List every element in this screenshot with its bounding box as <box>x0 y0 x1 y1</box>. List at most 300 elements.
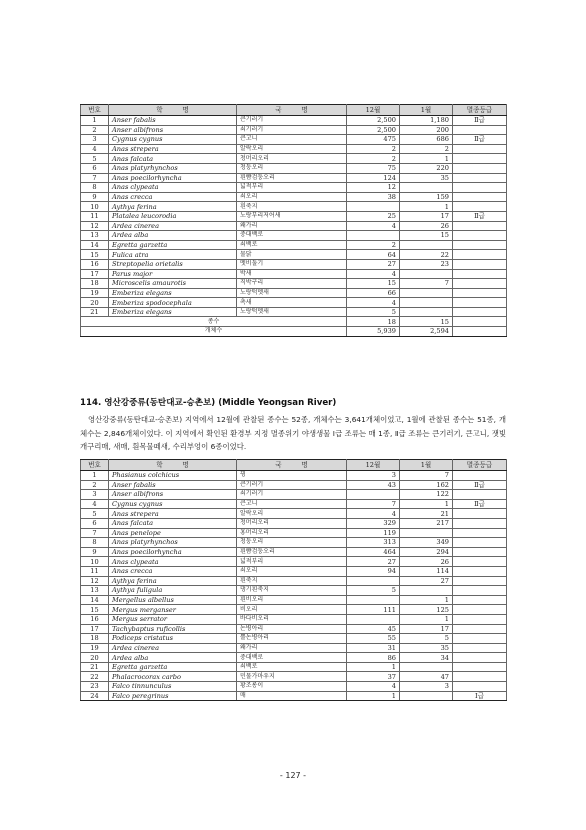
table-row <box>81 557 507 567</box>
table-row <box>81 547 507 557</box>
korean-name: 쇠백로 <box>237 240 347 250</box>
row-number: 15 <box>81 605 109 615</box>
endangered-grade <box>453 490 507 500</box>
row-number: 20 <box>81 653 109 663</box>
table-row <box>81 211 507 221</box>
scientific-name: Podiceps cristatus <box>109 634 237 644</box>
december-count: 7 <box>347 499 400 509</box>
table-row <box>81 269 507 279</box>
table-row <box>81 624 507 634</box>
korean-name: 댕기흰죽지 <box>237 586 347 596</box>
table-row <box>81 144 507 154</box>
scientific-name: Anas platyrhynchos <box>109 163 237 173</box>
korean-name: 흰비오리 <box>237 595 347 605</box>
table-row <box>81 250 507 260</box>
korean-name: 박새 <box>237 269 347 279</box>
section-paragraph <box>80 413 506 454</box>
column-header: 멸종등급 <box>453 460 507 471</box>
january-count: 349 <box>400 538 453 548</box>
endangered-grade <box>453 557 507 567</box>
scientific-name: Mergus serrator <box>109 614 237 624</box>
january-count: 34 <box>400 653 453 663</box>
row-number: 24 <box>81 691 109 701</box>
december-count: 45 <box>347 624 400 634</box>
table-row <box>81 154 507 164</box>
korean-name: 바다비오리 <box>237 614 347 624</box>
endangered-grade <box>453 202 507 212</box>
column-header: 1월 <box>400 460 453 471</box>
korean-name: 황조롱이 <box>237 682 347 692</box>
endangered-grade <box>453 586 507 596</box>
row-number: 1 <box>81 116 109 126</box>
january-count: 7 <box>400 471 453 481</box>
december-count: 12 <box>347 183 400 193</box>
korean-name: 흰뺨검둥오리 <box>237 547 347 557</box>
korean-name: 쇠기러기 <box>237 125 347 135</box>
korean-name: 직박구리 <box>237 279 347 289</box>
scientific-name: Aythya ferina <box>109 576 237 586</box>
species-table-2 <box>80 459 507 701</box>
scientific-name: Microscelis amaurotis <box>109 279 237 289</box>
korean-name: 청둥오리 <box>237 538 347 548</box>
endangered-grade <box>453 538 507 548</box>
row-number: 18 <box>81 279 109 289</box>
endangered-grade <box>453 471 507 481</box>
table-row <box>81 202 507 212</box>
january-count: 3 <box>400 682 453 692</box>
december-count: 313 <box>347 538 400 548</box>
january-count: 1 <box>400 499 453 509</box>
endangered-grade <box>453 259 507 269</box>
january-count: 26 <box>400 221 453 231</box>
scientific-name: Anas platyrhynchos <box>109 538 237 548</box>
scientific-name: Anas poecilorhyncha <box>109 173 237 183</box>
january-count: 1 <box>400 614 453 624</box>
row-number: 2 <box>81 125 109 135</box>
column-header: 국 명 <box>237 105 347 116</box>
column-header: 1월 <box>400 105 453 116</box>
page-number: - 127 - <box>279 771 307 780</box>
table-row <box>81 691 507 701</box>
january-count: 114 <box>400 566 453 576</box>
december-count <box>347 576 400 586</box>
korean-name: 꿩 <box>237 471 347 481</box>
table-row <box>81 183 507 193</box>
row-number: 5 <box>81 509 109 519</box>
december-total: 5,939 <box>347 327 400 337</box>
korean-name: 논병아리 <box>237 624 347 634</box>
december-count: 38 <box>347 192 400 202</box>
korean-name: 왜가리 <box>237 643 347 653</box>
scientific-name: Anas clypeata <box>109 557 237 567</box>
december-count: 3 <box>347 471 400 481</box>
endangered-grade <box>453 288 507 298</box>
row-number: 7 <box>81 528 109 538</box>
table-row <box>81 116 507 126</box>
endangered-grade <box>453 566 507 576</box>
scientific-name: Streptopelia orietalis <box>109 259 237 269</box>
scientific-name: Anser fabalis <box>109 116 237 126</box>
species-total-row <box>81 317 507 327</box>
december-count: 27 <box>347 557 400 567</box>
korean-name: 노랑부리저어새 <box>237 211 347 221</box>
row-number: 13 <box>81 586 109 596</box>
korean-name: 큰고니 <box>237 499 347 509</box>
january-count: 1,180 <box>400 116 453 126</box>
scientific-name: Egretta garzetta <box>109 662 237 672</box>
table-row <box>81 279 507 289</box>
row-number: 21 <box>81 307 109 317</box>
january-count <box>400 586 453 596</box>
paragraph-text: 영산강중류(동탄대교-승촌보) 지역에서 12월에 관찰된 종수는 52종, 개체수는 3,641개체이었고, 1월에 관찰된 종수는 51종, 개체수는 2,846개체이었다. 이 지역에서 확인된 환경부 지정 멸종위기 야생생물 Ⅰ급 조류는 매 1종, Ⅱ급 조류는 큰기러기, 큰고니, 잿빛개구리매, 새매, 흰목물떼새, 수리부엉이 6종이었다. <box>80 415 506 452</box>
count-total-row <box>81 327 507 337</box>
table-row <box>81 595 507 605</box>
endangered-grade <box>453 192 507 202</box>
table-1-body <box>81 116 507 337</box>
column-header: 12월 <box>347 460 400 471</box>
scientific-name: Aythya fuligula <box>109 586 237 596</box>
december-count: 4 <box>347 269 400 279</box>
endangered-grade <box>453 173 507 183</box>
december-count: 4 <box>347 298 400 308</box>
column-header: 멸종등급 <box>453 105 507 116</box>
row-number: 17 <box>81 269 109 279</box>
table-row <box>81 538 507 548</box>
scientific-name: Emberiza elegans <box>109 288 237 298</box>
scientific-name: Cygnus cygnus <box>109 499 237 509</box>
row-number: 22 <box>81 672 109 682</box>
endangered-grade <box>453 547 507 557</box>
endangered-grade <box>453 240 507 250</box>
korean-name: 비오리 <box>237 605 347 615</box>
endangered-grade <box>453 595 507 605</box>
scientific-name: Anser fabalis <box>109 480 237 490</box>
row-number: 6 <box>81 518 109 528</box>
scientific-name: Mergellus albellus <box>109 595 237 605</box>
korean-name: 쇠오리 <box>237 566 347 576</box>
table-row <box>81 173 507 183</box>
january-count: 1 <box>400 154 453 164</box>
december-count: 124 <box>347 173 400 183</box>
december-count: 111 <box>347 605 400 615</box>
january-count: 35 <box>400 173 453 183</box>
december-count: 119 <box>347 528 400 538</box>
january-count: 162 <box>400 480 453 490</box>
row-number: 8 <box>81 183 109 193</box>
scientific-name: Anas crecca <box>109 192 237 202</box>
column-header: 번호 <box>81 105 109 116</box>
endangered-grade <box>453 653 507 663</box>
january-count: 122 <box>400 490 453 500</box>
december-count <box>347 231 400 241</box>
table-row <box>81 135 507 145</box>
row-number: 2 <box>81 480 109 490</box>
scientific-name: Cygnus cygnus <box>109 135 237 145</box>
endangered-grade <box>453 221 507 231</box>
endangered-grade <box>453 125 507 135</box>
table-row <box>81 662 507 672</box>
scientific-name: Anas clypeata <box>109 183 237 193</box>
scientific-name: Anas falcata <box>109 518 237 528</box>
table-row <box>81 605 507 615</box>
endangered-grade <box>453 614 507 624</box>
endangered-grade <box>453 643 507 653</box>
korean-name: 큰고니 <box>237 135 347 145</box>
scientific-name: Falco tinnunculus <box>109 682 237 692</box>
december-count: 2,500 <box>347 125 400 135</box>
january-count: 27 <box>400 576 453 586</box>
table-row <box>81 163 507 173</box>
endangered-grade <box>453 144 507 154</box>
table-row <box>81 499 507 509</box>
table-row <box>81 653 507 663</box>
row-number: 11 <box>81 211 109 221</box>
korean-name: 알락오리 <box>237 509 347 519</box>
grade-empty <box>453 317 507 327</box>
january-count: 22 <box>400 250 453 260</box>
header-row <box>81 460 507 471</box>
column-header: 12월 <box>347 105 400 116</box>
column-header: 국 명 <box>237 460 347 471</box>
section-title: 114. 영산강중류(동탄대교-승촌보) (Middle Yeongsan River) <box>80 398 337 408</box>
endangered-grade <box>453 634 507 644</box>
table-row <box>81 509 507 519</box>
scientific-name: Tachybaptus ruficollis <box>109 624 237 634</box>
january-count: 17 <box>400 624 453 634</box>
january-count: 1 <box>400 202 453 212</box>
endangered-grade <box>453 163 507 173</box>
row-number: 12 <box>81 221 109 231</box>
endangered-grade <box>453 662 507 672</box>
january-count: 21 <box>400 509 453 519</box>
table-row <box>81 221 507 231</box>
row-number: 4 <box>81 144 109 154</box>
january-count: 200 <box>400 125 453 135</box>
table-row <box>81 528 507 538</box>
december-count: 25 <box>347 211 400 221</box>
december-count: 464 <box>347 547 400 557</box>
table-row <box>81 586 507 596</box>
table-row <box>81 672 507 682</box>
column-header: 학 명 <box>109 105 237 116</box>
scientific-name: Anas crecca <box>109 566 237 576</box>
endangered-grade <box>453 509 507 519</box>
korean-name: 쇠오리 <box>237 192 347 202</box>
scientific-name: Egretta garzetta <box>109 240 237 250</box>
endangered-grade: Ⅱ급 <box>453 135 507 145</box>
row-number: 19 <box>81 643 109 653</box>
scientific-name: Phalacrocorax carbo <box>109 672 237 682</box>
row-number: 16 <box>81 614 109 624</box>
table-row <box>81 288 507 298</box>
january-count <box>400 269 453 279</box>
row-number: 11 <box>81 566 109 576</box>
scientific-name: Anas poecilorhyncha <box>109 547 237 557</box>
korean-name: 청머리오리 <box>237 518 347 528</box>
january-count <box>400 528 453 538</box>
december-count <box>347 490 400 500</box>
row-number: 4 <box>81 499 109 509</box>
december-count: 1 <box>347 662 400 672</box>
column-header: 학 명 <box>109 460 237 471</box>
row-number: 6 <box>81 163 109 173</box>
endangered-grade <box>453 183 507 193</box>
scientific-name: Mergus merganser <box>109 605 237 615</box>
table-row <box>81 240 507 250</box>
january-count: 220 <box>400 163 453 173</box>
january-count: 2 <box>400 144 453 154</box>
endangered-grade <box>453 576 507 586</box>
scientific-name: Anas penelope <box>109 528 237 538</box>
endangered-grade <box>453 279 507 289</box>
korean-name: 큰기러기 <box>237 480 347 490</box>
january-count: 17 <box>400 211 453 221</box>
grade-empty <box>453 327 507 337</box>
december-count <box>347 614 400 624</box>
table-row <box>81 480 507 490</box>
scientific-name: Phasianus colchicus <box>109 471 237 481</box>
korean-name: 촉새 <box>237 298 347 308</box>
table-row <box>81 634 507 644</box>
row-number: 18 <box>81 634 109 644</box>
korean-name: 노랑턱멧새 <box>237 307 347 317</box>
endangered-grade <box>453 250 507 260</box>
scientific-name: Ardea cinerea <box>109 643 237 653</box>
january-total: 2,594 <box>400 327 453 337</box>
table-row <box>81 307 507 317</box>
january-count: 294 <box>400 547 453 557</box>
table-row <box>81 566 507 576</box>
row-number: 9 <box>81 192 109 202</box>
row-number: 1 <box>81 471 109 481</box>
table-row <box>81 682 507 692</box>
row-number: 19 <box>81 288 109 298</box>
endangered-grade <box>453 518 507 528</box>
january-count: 159 <box>400 192 453 202</box>
row-number: 5 <box>81 154 109 164</box>
endangered-grade: Ⅱ급 <box>453 116 507 126</box>
korean-name: 물닭 <box>237 250 347 260</box>
korean-name: 민물가마우지 <box>237 672 347 682</box>
row-number: 17 <box>81 624 109 634</box>
scientific-name: Aythya ferina <box>109 202 237 212</box>
row-number: 9 <box>81 547 109 557</box>
december-count: 31 <box>347 643 400 653</box>
december-count: 5 <box>347 307 400 317</box>
january-count: 1 <box>400 595 453 605</box>
korean-name: 큰기러기 <box>237 116 347 126</box>
total-label: 개체수 <box>81 327 347 337</box>
december-count <box>347 202 400 212</box>
endangered-grade: Ⅰ급 <box>453 691 507 701</box>
december-count: 4 <box>347 509 400 519</box>
scientific-name: Ardea cinerea <box>109 221 237 231</box>
endangered-grade <box>453 605 507 615</box>
january-count: 15 <box>400 231 453 241</box>
december-count: 64 <box>347 250 400 260</box>
scientific-name: Anas strepera <box>109 144 237 154</box>
species-table-1 <box>80 104 507 337</box>
korean-name: 중대백로 <box>237 231 347 241</box>
row-number: 15 <box>81 250 109 260</box>
december-count: 94 <box>347 566 400 576</box>
row-number: 8 <box>81 538 109 548</box>
korean-name: 뿔논병아리 <box>237 634 347 644</box>
december-count: 37 <box>347 672 400 682</box>
table-row <box>81 471 507 481</box>
table-row <box>81 125 507 135</box>
korean-name: 흰죽지 <box>237 202 347 212</box>
row-number: 3 <box>81 490 109 500</box>
table-2-header <box>81 460 507 471</box>
row-number: 13 <box>81 231 109 241</box>
december-count: 2 <box>347 240 400 250</box>
table-row <box>81 231 507 241</box>
january-count: 47 <box>400 672 453 682</box>
december-count: 2 <box>347 154 400 164</box>
endangered-grade: Ⅱ급 <box>453 211 507 221</box>
row-number: 20 <box>81 298 109 308</box>
december-count: 2,500 <box>347 116 400 126</box>
december-count: 55 <box>347 634 400 644</box>
column-header: 번호 <box>81 460 109 471</box>
endangered-grade <box>453 269 507 279</box>
row-number: 21 <box>81 662 109 672</box>
january-count <box>400 691 453 701</box>
december-count: 329 <box>347 518 400 528</box>
endangered-grade <box>453 298 507 308</box>
endangered-grade <box>453 672 507 682</box>
endangered-grade <box>453 624 507 634</box>
row-number: 14 <box>81 240 109 250</box>
table-2-body <box>81 471 507 701</box>
table-row <box>81 576 507 586</box>
december-total: 18 <box>347 317 400 327</box>
total-label: 종수 <box>81 317 347 327</box>
korean-name: 청둥오리 <box>237 163 347 173</box>
december-count: 4 <box>347 221 400 231</box>
scientific-name: Anas falcata <box>109 154 237 164</box>
december-count: 2 <box>347 144 400 154</box>
endangered-grade <box>453 307 507 317</box>
table-row <box>81 192 507 202</box>
scientific-name: Anas strepera <box>109 509 237 519</box>
korean-name: 중대백로 <box>237 653 347 663</box>
december-count: 15 <box>347 279 400 289</box>
january-total: 15 <box>400 317 453 327</box>
scientific-name: Anser albifrons <box>109 490 237 500</box>
row-number: 10 <box>81 557 109 567</box>
december-count: 27 <box>347 259 400 269</box>
december-count <box>347 595 400 605</box>
december-count: 86 <box>347 653 400 663</box>
row-number: 3 <box>81 135 109 145</box>
december-count: 4 <box>347 682 400 692</box>
december-count: 475 <box>347 135 400 145</box>
scientific-name: Emberiza elegans <box>109 307 237 317</box>
january-count: 23 <box>400 259 453 269</box>
korean-name: 청머리오리 <box>237 154 347 164</box>
row-number: 10 <box>81 202 109 212</box>
scientific-name: Fulica atra <box>109 250 237 260</box>
table-row <box>81 259 507 269</box>
korean-name: 넓적부리 <box>237 557 347 567</box>
korean-name: 노랑턱멧새 <box>237 288 347 298</box>
december-count: 43 <box>347 480 400 490</box>
january-count: 26 <box>400 557 453 567</box>
korean-name: 매 <box>237 691 347 701</box>
endangered-grade <box>453 528 507 538</box>
